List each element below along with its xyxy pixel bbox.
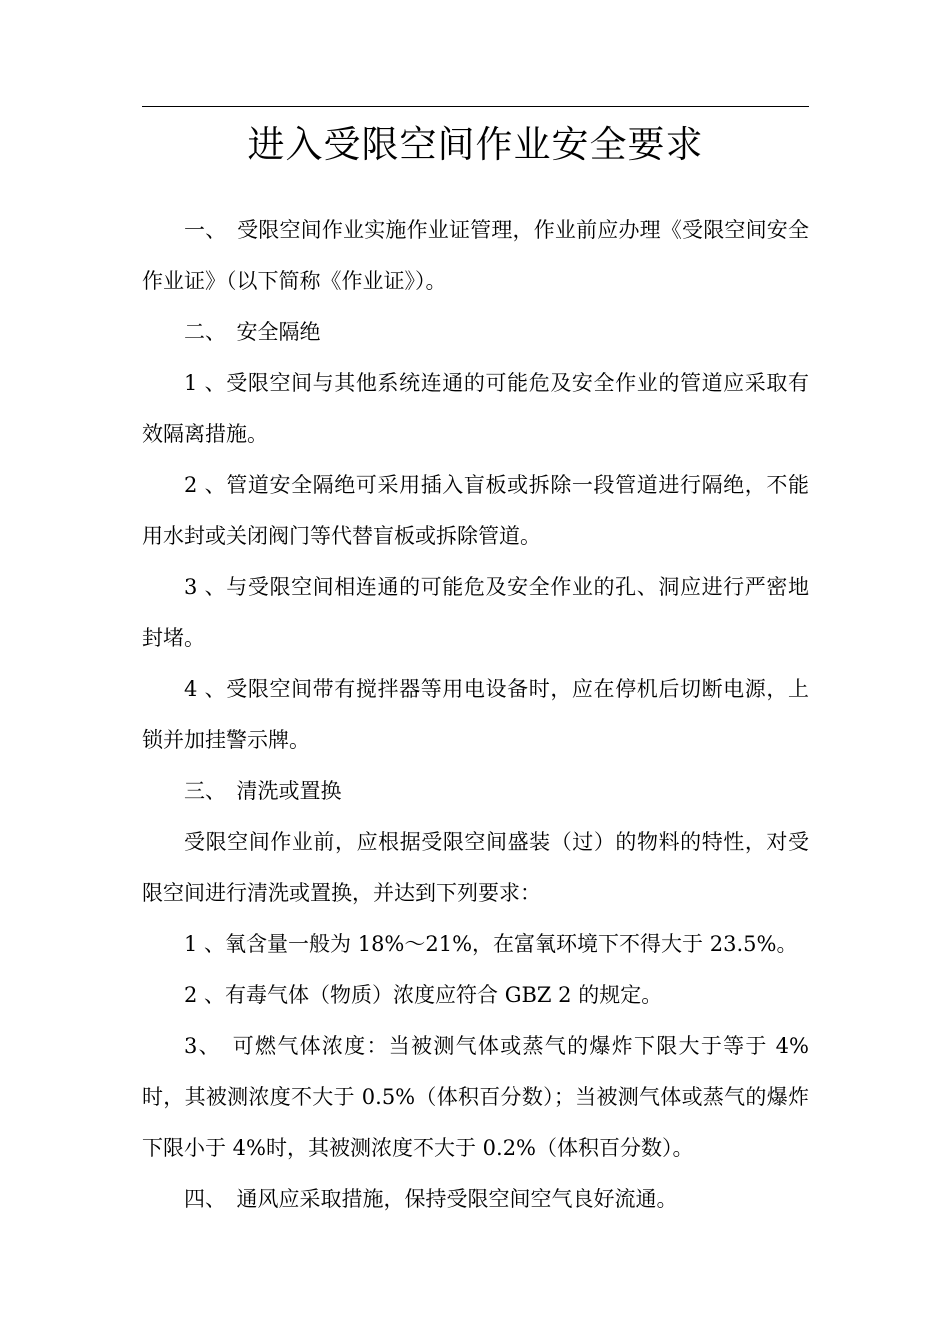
header-rule [142,106,809,107]
paragraph: 1 、受限空间与其他系统连通的可能危及安全作业的管道应采取有效隔离措施。 [142,371,809,446]
paragraph: 2 、有毒气体（物质）浓度应符合 GBZ 2 的规定。 [184,983,663,1007]
paragraph: 3 、与受限空间相连通的可能危及安全作业的孔、洞应进行严密地封堵。 [142,575,809,650]
section-heading: 二、 安全隔绝 [184,320,321,344]
paragraph: 3、 可燃气体浓度：当被测气体或蒸气的爆炸下限大于等于 4% 时，其被测浓度不大于 0.5%（体积百分数）；当被测气体或蒸气的爆炸下限小于 4%时，其被测浓度不大于 0.2%（体积百分数）。 [142,1034,809,1160]
paragraph: 受限空间作业前，应根据受限空间盛装（过）的物料的特性，对受限空间进行清洗或置换，并达到下列要求： [142,830,809,905]
section-heading: 四、 通风应采取措施，保持受限空间空气良好流通。 [184,1187,678,1211]
paragraph: 1 、氧含量一般为 18%～21%，在富氧环境下不得大于 23.5%。 [184,932,798,956]
paragraph: 2 、管道安全隔绝可采用插入盲板或拆除一段管道进行隔绝，不能用水封或关闭阀门等代替盲板或拆除管道。 [142,473,809,548]
document-body [142,205,809,1225]
section-heading: 三、 清洗或置换 [184,779,342,803]
document-title: 进入受限空间作业安全要求 [247,123,704,166]
paragraph: 4 、受限空间带有搅拌器等用电设备时，应在停机后切断电源，上锁并加挂警示牌。 [142,677,809,752]
paragraph: 一、 受限空间作业实施作业证管理，作业前应办理《受限空间安全作业证》（以下简称《作业证》）。 [142,218,809,293]
